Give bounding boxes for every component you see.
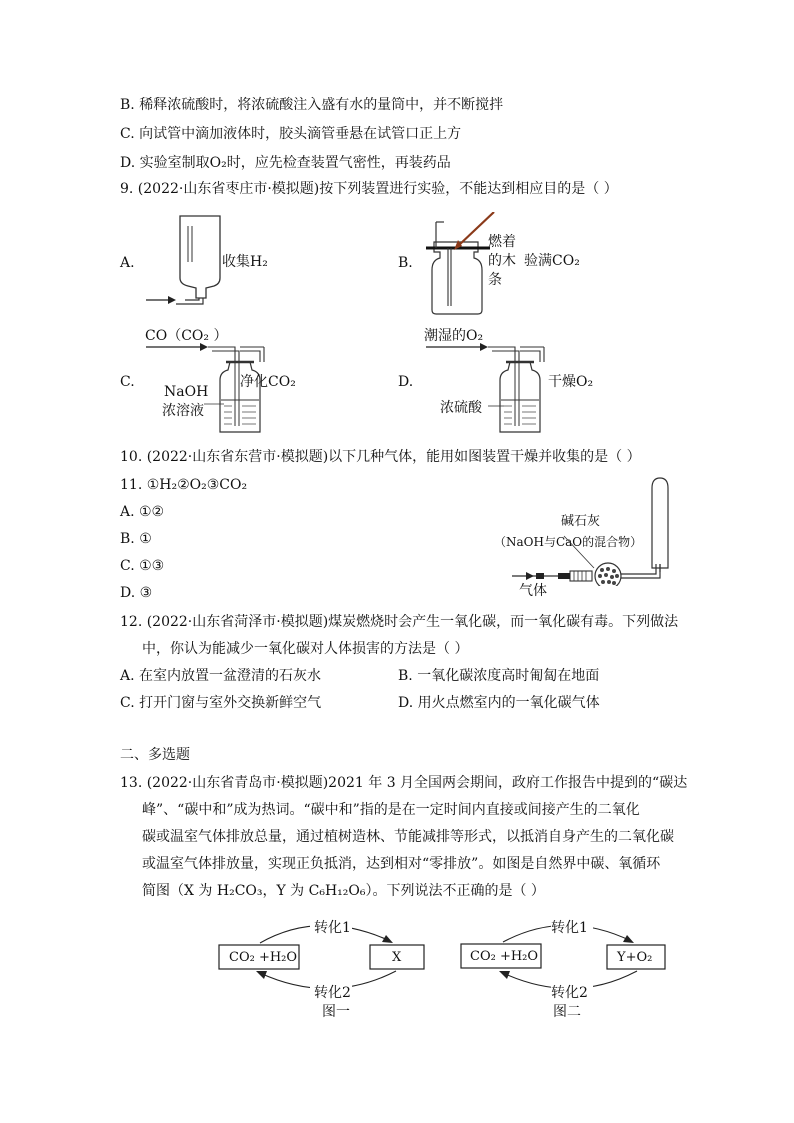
q12-option-a: A. 在室内放置一盆澄清的石灰水 <box>120 668 322 684</box>
arrow-head-icon <box>623 935 634 943</box>
q9-c-label: 净化CO₂ <box>240 374 296 390</box>
q12-stem-line1: 12. (2022·山东省菏泽市·模拟题)煤炭燃烧时会产生一氧化碳，而一氧化碳有毒。下列做法 <box>120 614 679 630</box>
q9-d-solution: 浓硫酸 <box>440 400 482 416</box>
q13-line5: 简图（X 为 H₂CO₃，Y 为 C₆H₁₂O₆）。下列说法不正确的是（ ） <box>142 883 545 899</box>
q11-fig-label2: （NaOH与CaO的混合物） <box>494 535 643 549</box>
q13-line2: 峰”、“碳中和”成为热词。“碳中和”指的是在一定时间内直接或间接产生的二氧化 <box>142 802 640 818</box>
fig1-bottom-label: 转化2 <box>314 985 351 1001</box>
q11-fig-label1: 碱石灰 <box>561 514 601 529</box>
q13-line3: 碳或温室气体排放总量，通过植树造林、节能减排等形式，以抵消自身产生的二氧化碳 <box>142 829 674 845</box>
fig2-left-label: CO₂ +H₂O <box>470 949 539 964</box>
arrow-head-icon <box>382 935 393 943</box>
q9-b-label1: 燃着 <box>488 234 516 250</box>
q9-c-solution2: 浓溶液 <box>162 403 204 419</box>
q8-option-d: D. 实验室制取O₂时，应先检查装置气密性，再装药品 <box>120 155 451 171</box>
q9-b-label2: 的木 <box>488 253 516 269</box>
arrow-head-icon <box>168 296 176 304</box>
fig1-left-label: CO₂ +H₂O <box>229 950 298 965</box>
q9-d-label: 干燥O₂ <box>548 374 594 390</box>
q11-option-a: A. ①② <box>120 504 165 520</box>
q9-option-a-letter: A. <box>120 255 135 271</box>
fig1-top-label: 转化1 <box>314 920 351 936</box>
q8-option-b: B. 稀释浓硫酸时，将浓硫酸注入盛有水的量筒中，并不断搅拌 <box>120 97 504 113</box>
q9-option-d-letter: D. <box>398 374 414 390</box>
q11-drying-apparatus <box>500 476 680 586</box>
fig2-right-label: Y+O₂ <box>617 950 653 965</box>
arrow-head-icon <box>480 343 488 351</box>
q11-option-c: C. ①③ <box>120 558 165 574</box>
q13-line1: 13. (2022·山东省青岛市·模拟题)2021 年 3 月全国两会期间，政府工作报告中提到的“碳达 <box>120 775 688 791</box>
fig1-caption: 图一 <box>322 1004 350 1020</box>
q9-option-b-letter: B. <box>398 255 413 271</box>
fig2-caption: 图二 <box>553 1004 581 1020</box>
q9-option-c-letter: C. <box>120 374 135 390</box>
q12-option-c: C. 打开门窗与室外交换新鲜空气 <box>120 695 322 711</box>
q12-stem-line2: 中，你认为能减少一氧化碳对人体损害的方法是（ ） <box>142 641 469 657</box>
arrow-head-icon <box>526 572 534 580</box>
q9-d-apparatus <box>420 340 560 440</box>
section-heading: 二、多选题 <box>120 747 190 763</box>
fig2-bottom-label: 转化2 <box>551 985 588 1001</box>
q12-option-d: D. 用火点燃室内的一氧化碳气体 <box>398 695 600 711</box>
q9-a-label: 收集H₂ <box>222 254 268 270</box>
q9-b-label3: 验满CO₂ <box>524 253 580 269</box>
q9-c-solution1: NaOH <box>164 384 209 400</box>
q11-option-b: B. ① <box>120 531 152 547</box>
q8-option-c: C. 向试管中滴加液体时，胶头滴管垂悬在试管口正上方 <box>120 126 462 142</box>
q11-stem: 11. ①H₂②O₂③CO₂ <box>120 477 248 493</box>
fig1-right-label: X <box>392 950 402 965</box>
q13-line4: 或温室气体排放量，实现正负抵消，达到相对“零排放”。如图是自然界中碳、氧循环 <box>142 856 661 872</box>
q11-option-d: D. ③ <box>120 585 153 601</box>
arrow-head-icon <box>200 343 208 351</box>
fig2-top-label: 转化1 <box>551 920 588 936</box>
q9-stem: 9. (2022·山东省枣庄市·模拟题)按下列装置进行实验，不能达到相应目的是（ ） <box>120 181 618 197</box>
q9-c-arrow-label: CO（CO₂ ） <box>145 328 228 344</box>
arrow-head-icon <box>256 971 267 979</box>
q9-b-label4: 条 <box>488 272 502 288</box>
q9-d-arrow-label: 潮湿的O₂ <box>424 328 484 344</box>
q12-option-b: B. 一氧化碳浓度高时匍匐在地面 <box>398 668 600 684</box>
q10-stem: 10. (2022·山东省东营市·模拟题)以下几种气体，能用如图装置干燥并收集的是（ ） <box>120 449 641 465</box>
arrow-head-icon <box>499 971 510 979</box>
q11-fig-gas: 气体 <box>519 583 547 599</box>
